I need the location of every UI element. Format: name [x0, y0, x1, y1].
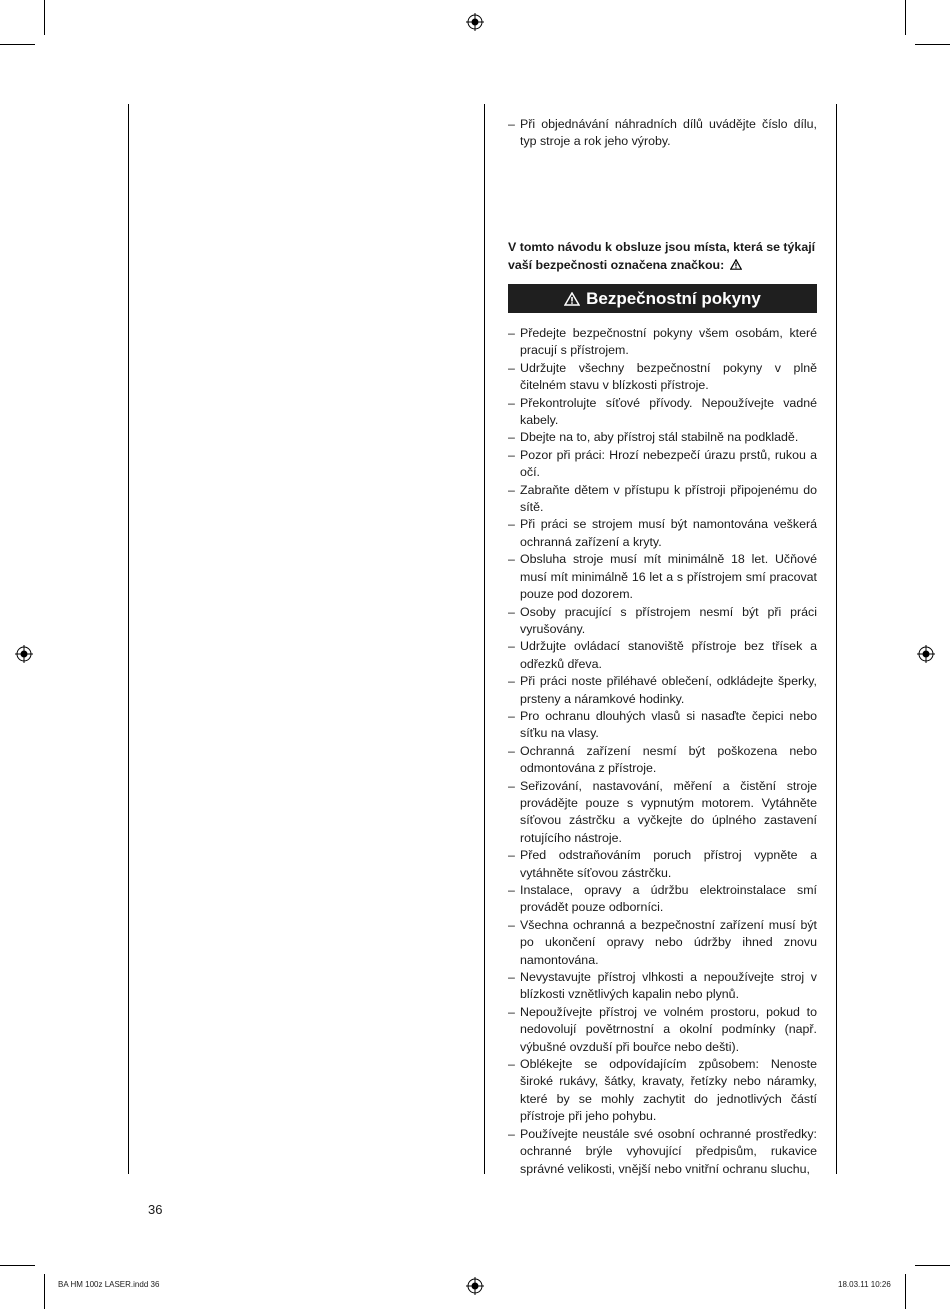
crop-mark	[0, 1265, 35, 1266]
crop-mark	[905, 0, 906, 35]
list-item: – Nepoužívejte přístroj ve volném prostoru, pokud to nedovolují povětrnostní a okolní podmínky (např. výbušné ovzduší při bouřce nebo dešti).	[508, 1004, 817, 1056]
list-item: – Osoby pracující s přístrojem nesmí být při práci vyrušovány.	[508, 604, 817, 639]
list-item: – Zabraňte dětem v přístupu k přístroji připojenému do sítě.	[508, 482, 817, 517]
column-rule	[484, 104, 485, 1174]
warning-triangle-icon	[730, 259, 742, 270]
intro-section	[508, 116, 817, 151]
registration-mark-icon	[15, 645, 33, 663]
column-rule	[128, 104, 129, 1174]
safety-instructions	[508, 325, 817, 1178]
page-number: 36	[148, 1202, 163, 1217]
list-item: – Instalace, opravy a údržbu elektroinstalace smí provádět pouze odborníci.	[508, 882, 817, 917]
list-item: – Pozor při práci: Hrozí nebezpečí úrazu prstů, rukou a očí.	[508, 447, 817, 482]
list-item: – Před odstraňováním poruch přístroj vypněte a vytáhněte síťovou zástrčku.	[508, 847, 817, 882]
list-item: – Ochranná zařízení nesmí být poškozena nebo odmontována z přístroje.	[508, 743, 817, 778]
notice-text: V tomto návodu k obsluze jsou místa, která se týkají vaší bezpečnosti označena značkou:	[508, 240, 816, 272]
list-item: – Předejte bezpečnostní pokyny všem osobám, které pracují s přístrojem.	[508, 325, 817, 360]
registration-mark-icon	[917, 645, 935, 663]
list-item: – Při práci se strojem musí být namontována veškerá ochranná zařízení a kryty.	[508, 516, 817, 551]
section-heading-banner	[508, 284, 817, 313]
list-item: – Seřizování, nastavování, měření a čistění stroje provádějte pouze s vypnutým motorem. Vytáhněte síťovou zástrčku a vyčkejte do úplného zastavení rotujícího nástroje.	[508, 778, 817, 848]
warning-triangle-icon	[564, 292, 580, 306]
list-item: – Používejte neustále své osobní ochranné prostředky: ochranné brýle vyhovující předpisům, rukavice správné velikosti, vnější nebo vnitřní ochranu sluchu,	[508, 1126, 817, 1178]
list-item: – Při objednávání náhradních dílů uvádějte číslo dílu, typ stroje a rok jeho výroby.	[508, 116, 817, 151]
crop-mark	[0, 44, 35, 45]
list-item: – Dbejte na to, aby přístroj stál stabilně na podkladě.	[508, 429, 817, 446]
list-item: – Obsluha stroje musí mít minimálně 18 let. Učňové musí mít minimálně 16 let a s přístrojem smí pracovat pouze pod dozorem.	[508, 551, 817, 603]
crop-mark	[905, 1274, 906, 1309]
list-item: – Nevystavujte přístroj vlhkosti a nepoužívejte stroj v blízkosti vznětlivých kapalin nebo plynů.	[508, 969, 817, 1004]
list-item: – Udržujte všechny bezpečnostní pokyny v plně čitelném stavu v blízkosti přístroje.	[508, 360, 817, 395]
safety-notice	[508, 238, 817, 274]
safety-list	[508, 325, 817, 1178]
crop-mark	[44, 1274, 45, 1309]
crop-mark	[915, 1265, 950, 1266]
section-title: Bezpečnostní pokyny	[586, 288, 761, 308]
crop-mark	[915, 44, 950, 45]
intro-list	[508, 116, 817, 151]
registration-mark-icon	[466, 1277, 484, 1295]
list-item: – Všechna ochranná a bezpečnostní zařízení musí být po ukončení opravy nebo údržby ihned znovu namontována.	[508, 917, 817, 969]
list-item: – Udržujte ovládací stanoviště přístroje bez třísek a odřezků dřeva.	[508, 638, 817, 673]
column-rule	[836, 104, 837, 1174]
registration-mark-icon	[466, 13, 484, 31]
crop-mark	[44, 0, 45, 35]
print-slug-datetime: 18.03.11 10:26	[838, 1280, 891, 1289]
list-item: – Překontrolujte síťové přívody. Nepoužívejte vadné kabely.	[508, 395, 817, 430]
list-item: – Oblékejte se odpovídajícím způsobem: Nenoste široké rukávy, šátky, kravaty, řetízky nebo náramky, které by se mohly zachytit do jednotlivých částí přístroje při jeho pohybu.	[508, 1056, 817, 1126]
print-slug-file: BA HM 100z LASER.indd 36	[58, 1280, 160, 1289]
list-item: – Při práci noste přiléhavé oblečení, odkládejte šperky, prsteny a náramkové hodinky.	[508, 673, 817, 708]
list-item: – Pro ochranu dlouhých vlasů si nasaďte čepici nebo síťku na vlasy.	[508, 708, 817, 743]
